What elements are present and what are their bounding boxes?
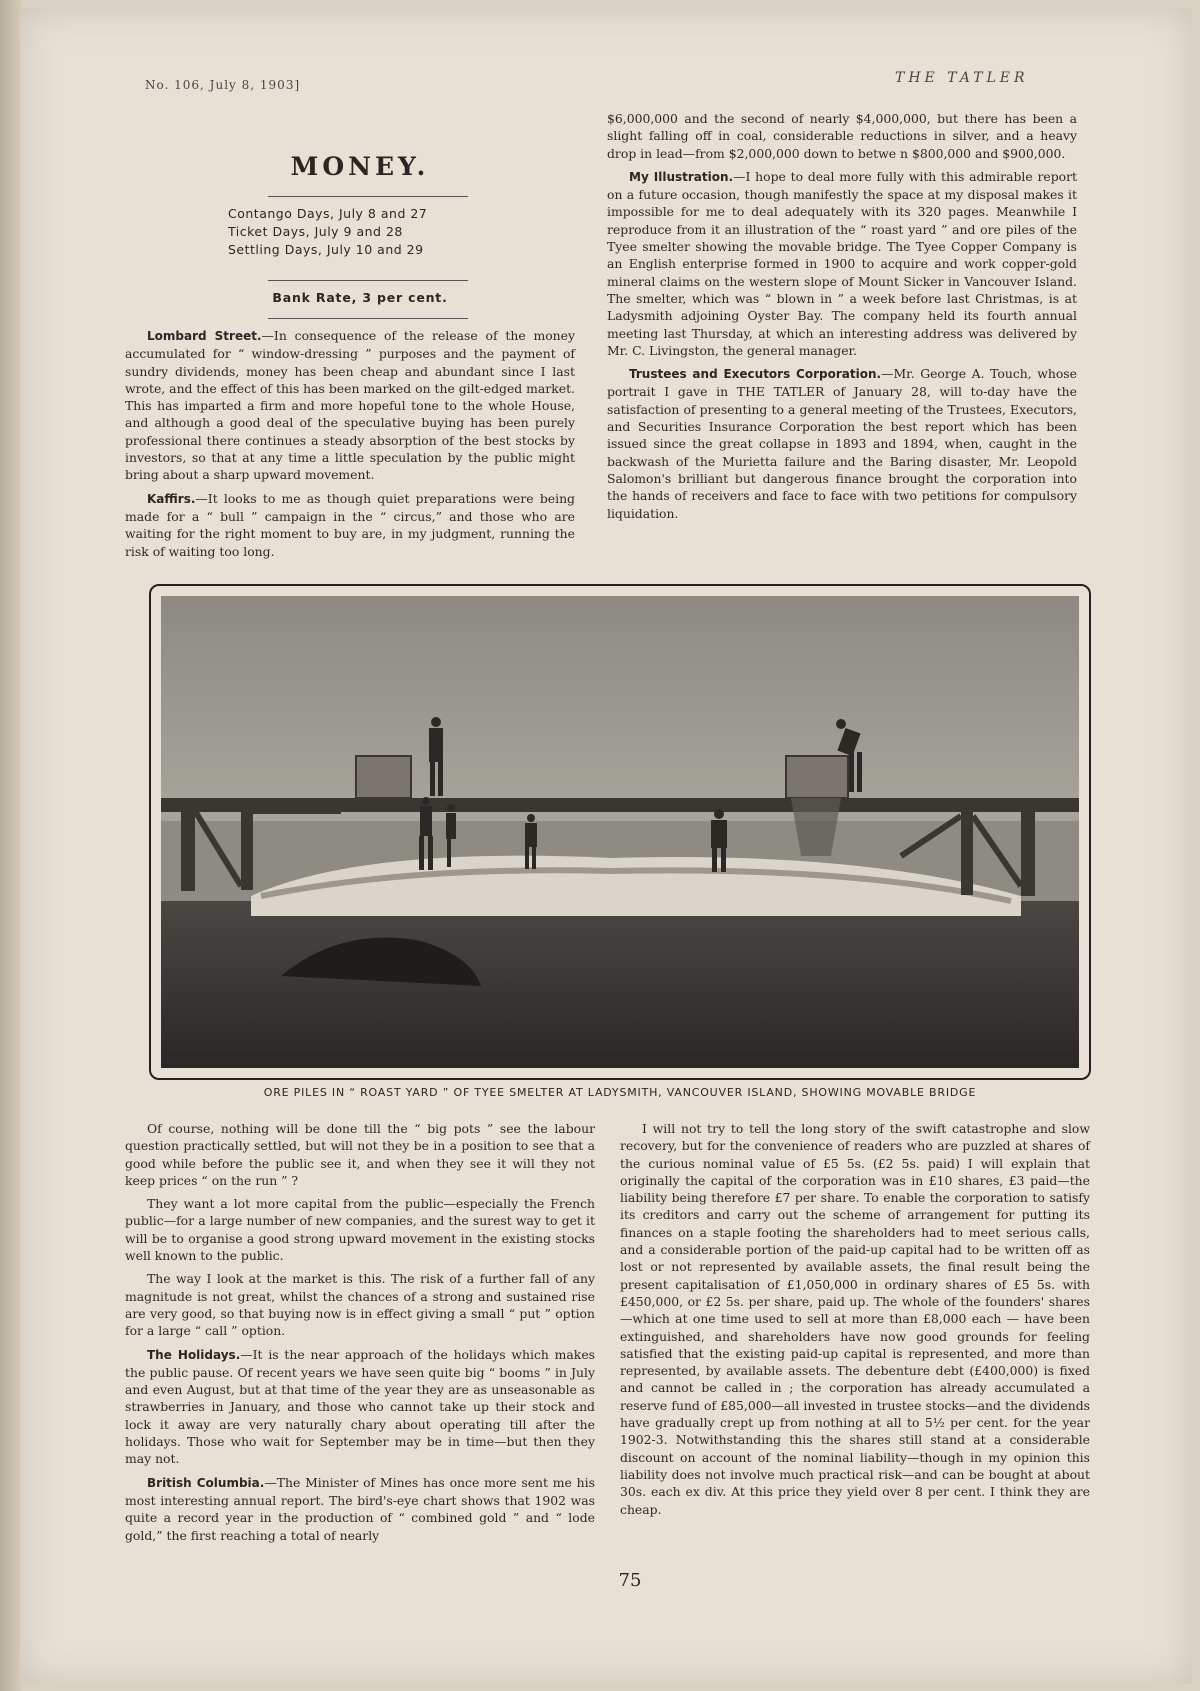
paragraph: Lombard Street.—In consequence of the release of the money accumulated for “ window-dressing ” purposes and the payment of sundry dividends, money has been cheap and abundant since I last wrote, and the effect of this has been marked on the gilt-edged market. This has imparted a firm and more hopeful tone to the whole House, and although a good deal of the speculative buying has been purely professional there continues a steady absorption of the best stocks by investors, so that at any time a little speculation by the public might bring about a sharp upward movement. (125, 328, 575, 483)
bank-rate: Bank Rate, 3 per cent. (272, 290, 448, 305)
divider (268, 196, 468, 197)
settlement-dates (228, 205, 508, 259)
column-bottom-right (620, 1120, 1090, 1524)
ticket-days: Ticket Days, July 9 and 28 (228, 224, 403, 239)
paragraph: I will not try to tell the long story of the swift catastrophe and slow recovery, but for the convenience of readers who are puzzled at shares of the curious nominal value of £5 5s. (£2 5s. paid) I will explain that originally the capital of the corporation was in £10 shares, £3 paid—the liability being therefore £7 per share. To enable the corporation to satisfy its creditors and carry out the scheme of arrangement for putting its finances on a staple footing the shareholders had to meet serious calls, and a considerable portion of the paid-up capital had to be written off as lost or not represented by available assets, the final result being the present capitalisation of £1,050,000 in ordinary shares of £5 5s. with £450,000, or £2 5s. per share, paid up. The whole of the founders' shares—which at one time used to sell at more than £8,000 each — have been extinguished, and shareholders have now good grounds for feeling satisfied that the existing paid-up capital is represented, and more than represented, by available assets. The debenture debt (£400,000) is fixed and cannot be called in ; the corporation has already accumulated a reserve fund of £85,000—all invested in trustee stocks—and the dividends have gradually crept up from nothing at all to 5½ per cent. for the year 1902-3. Notwithstanding this the shares still stand at a considerable discount on account of the nominal liability—though in my opinion this liability does not involve much practical risk—and can be bought at about 30s. each ex div. At this price they yield over 8 per cent. I think they are cheap. (620, 1121, 1090, 1517)
paragraph: Trustees and Executors Corporation.—Mr. George A. Touch, whose portrait I gave in THE TATLER of January 28, will to-day have the satisfaction of presenting to a general meeting of the Trustees, Executors, and Securities Insurance Corporation the best report which has been issued since the great collapse in 1893 and 1894, when, caught in the backwash of the Murietta failure and the Baring disaster, Mr. Leopold Salomon's brilliant but dangerous finance brought the corporation into the hands of receivers and face to face with two petitions for compulsory liquidation. (607, 366, 1077, 521)
book-spine-shadow (0, 0, 22, 1691)
issue-line: No. 106, July 8, 1903] (145, 78, 301, 92)
paragraph: Kaffirs.—It looks to me as though quiet preparations were being made for a “ bull ” campaign in the “ circus,” and those who are waiting for the right moment to buy are, in my judgment, running the risk of waiting too long. (125, 490, 575, 559)
page-number: 75 (618, 1570, 642, 1591)
paragraph: British Columbia.—The Minister of Mines has once more sent me his most interesting annual report. The bird's-eye chart shows that 1902 was quite a record year in the production of “ combined gold ” and “ lode gold,” the first reaching a total of nearly (125, 1474, 595, 1543)
paragraph: The way I look at the market is this. The risk of a further fall of any magnitude is not great, whilst the chances of a strong and sustained rise are very good, so that buying now is in effect giving a small “ put ” option for a large “ call ” option. (125, 1271, 595, 1339)
divider (268, 318, 468, 319)
contango-days: Contango Days, July 8 and 27 (228, 206, 428, 221)
paragraph: $6,000,000 and the second of nearly $4,000,000, but there has been a slight falling off in coal, considerable reductions in silver, and a heavy drop in lead—from $2,000,000 down to betwe n $800,000 and $900,000. (607, 111, 1077, 161)
photo-caption: ORE PILES IN “ ROAST YARD ” OF TYEE SMELTER AT LADYSMITH, VANCOUVER ISLAND, SHOWING MOVABLE BRIDGE (263, 1086, 977, 1099)
paragraph: Of course, nothing will be done till the “ big pots ” see the labour question practically settled, but will not they be in a position to see that a good while before the public see it, and when they see it will they not keep prices “ on the run ” ? (125, 1121, 595, 1188)
column-top-left (125, 327, 575, 566)
divider (268, 280, 468, 281)
paragraph: My Illustration.—I hope to deal more fully with this admirable report on a future occasion, though manifestly the space at my disposal makes it impossible for me to deal adequately with its 320 pages. Meanwhile I reproduce from it an illustration of the “ roast yard ” and ore piles of the Tyee smelter showing the movable bridge. The Tyee Copper Company is an English enterprise formed in 1900 to acquire and work copper-gold mineral claims on the western slope of Mount Sicker in Vancouver Island. The smelter, which was “ blown in ” a week before last Christmas, is at Ladysmith adjoining Oyster Bay. The company held its fourth annual meeting last Thursday, at which an interesting address was delivered by Mr. C. Livingston, the general manager. (607, 168, 1078, 358)
photo-frame (149, 584, 1091, 1080)
section-title: MONEY. (290, 152, 430, 181)
column-bottom-left (125, 1120, 595, 1550)
masthead: THE TATLER (895, 70, 1029, 86)
paragraph: The Holidays.—It is the near approach of the holidays which makes the public pause. Of recent years we have seen quite big “ booms ” in July and even August, but at that time of the year they are as unseasonable as strawberries in January, and those who cannot take up their stock and lock it away are very naturally chary about operating till after the holidays. Those who wait for September may be in time—but then they may not. (125, 1346, 596, 1467)
settling-days: Settling Days, July 10 and 29 (228, 242, 424, 257)
ore-piles-photo (161, 596, 1079, 1068)
column-top-right (607, 110, 1077, 528)
paragraph: They want a lot more capital from the public—especially the French public—for a large number of new companies, and the surest way to get it will be to organise a good strong upward movement in the existing stocks well known to the public. (125, 1196, 595, 1264)
